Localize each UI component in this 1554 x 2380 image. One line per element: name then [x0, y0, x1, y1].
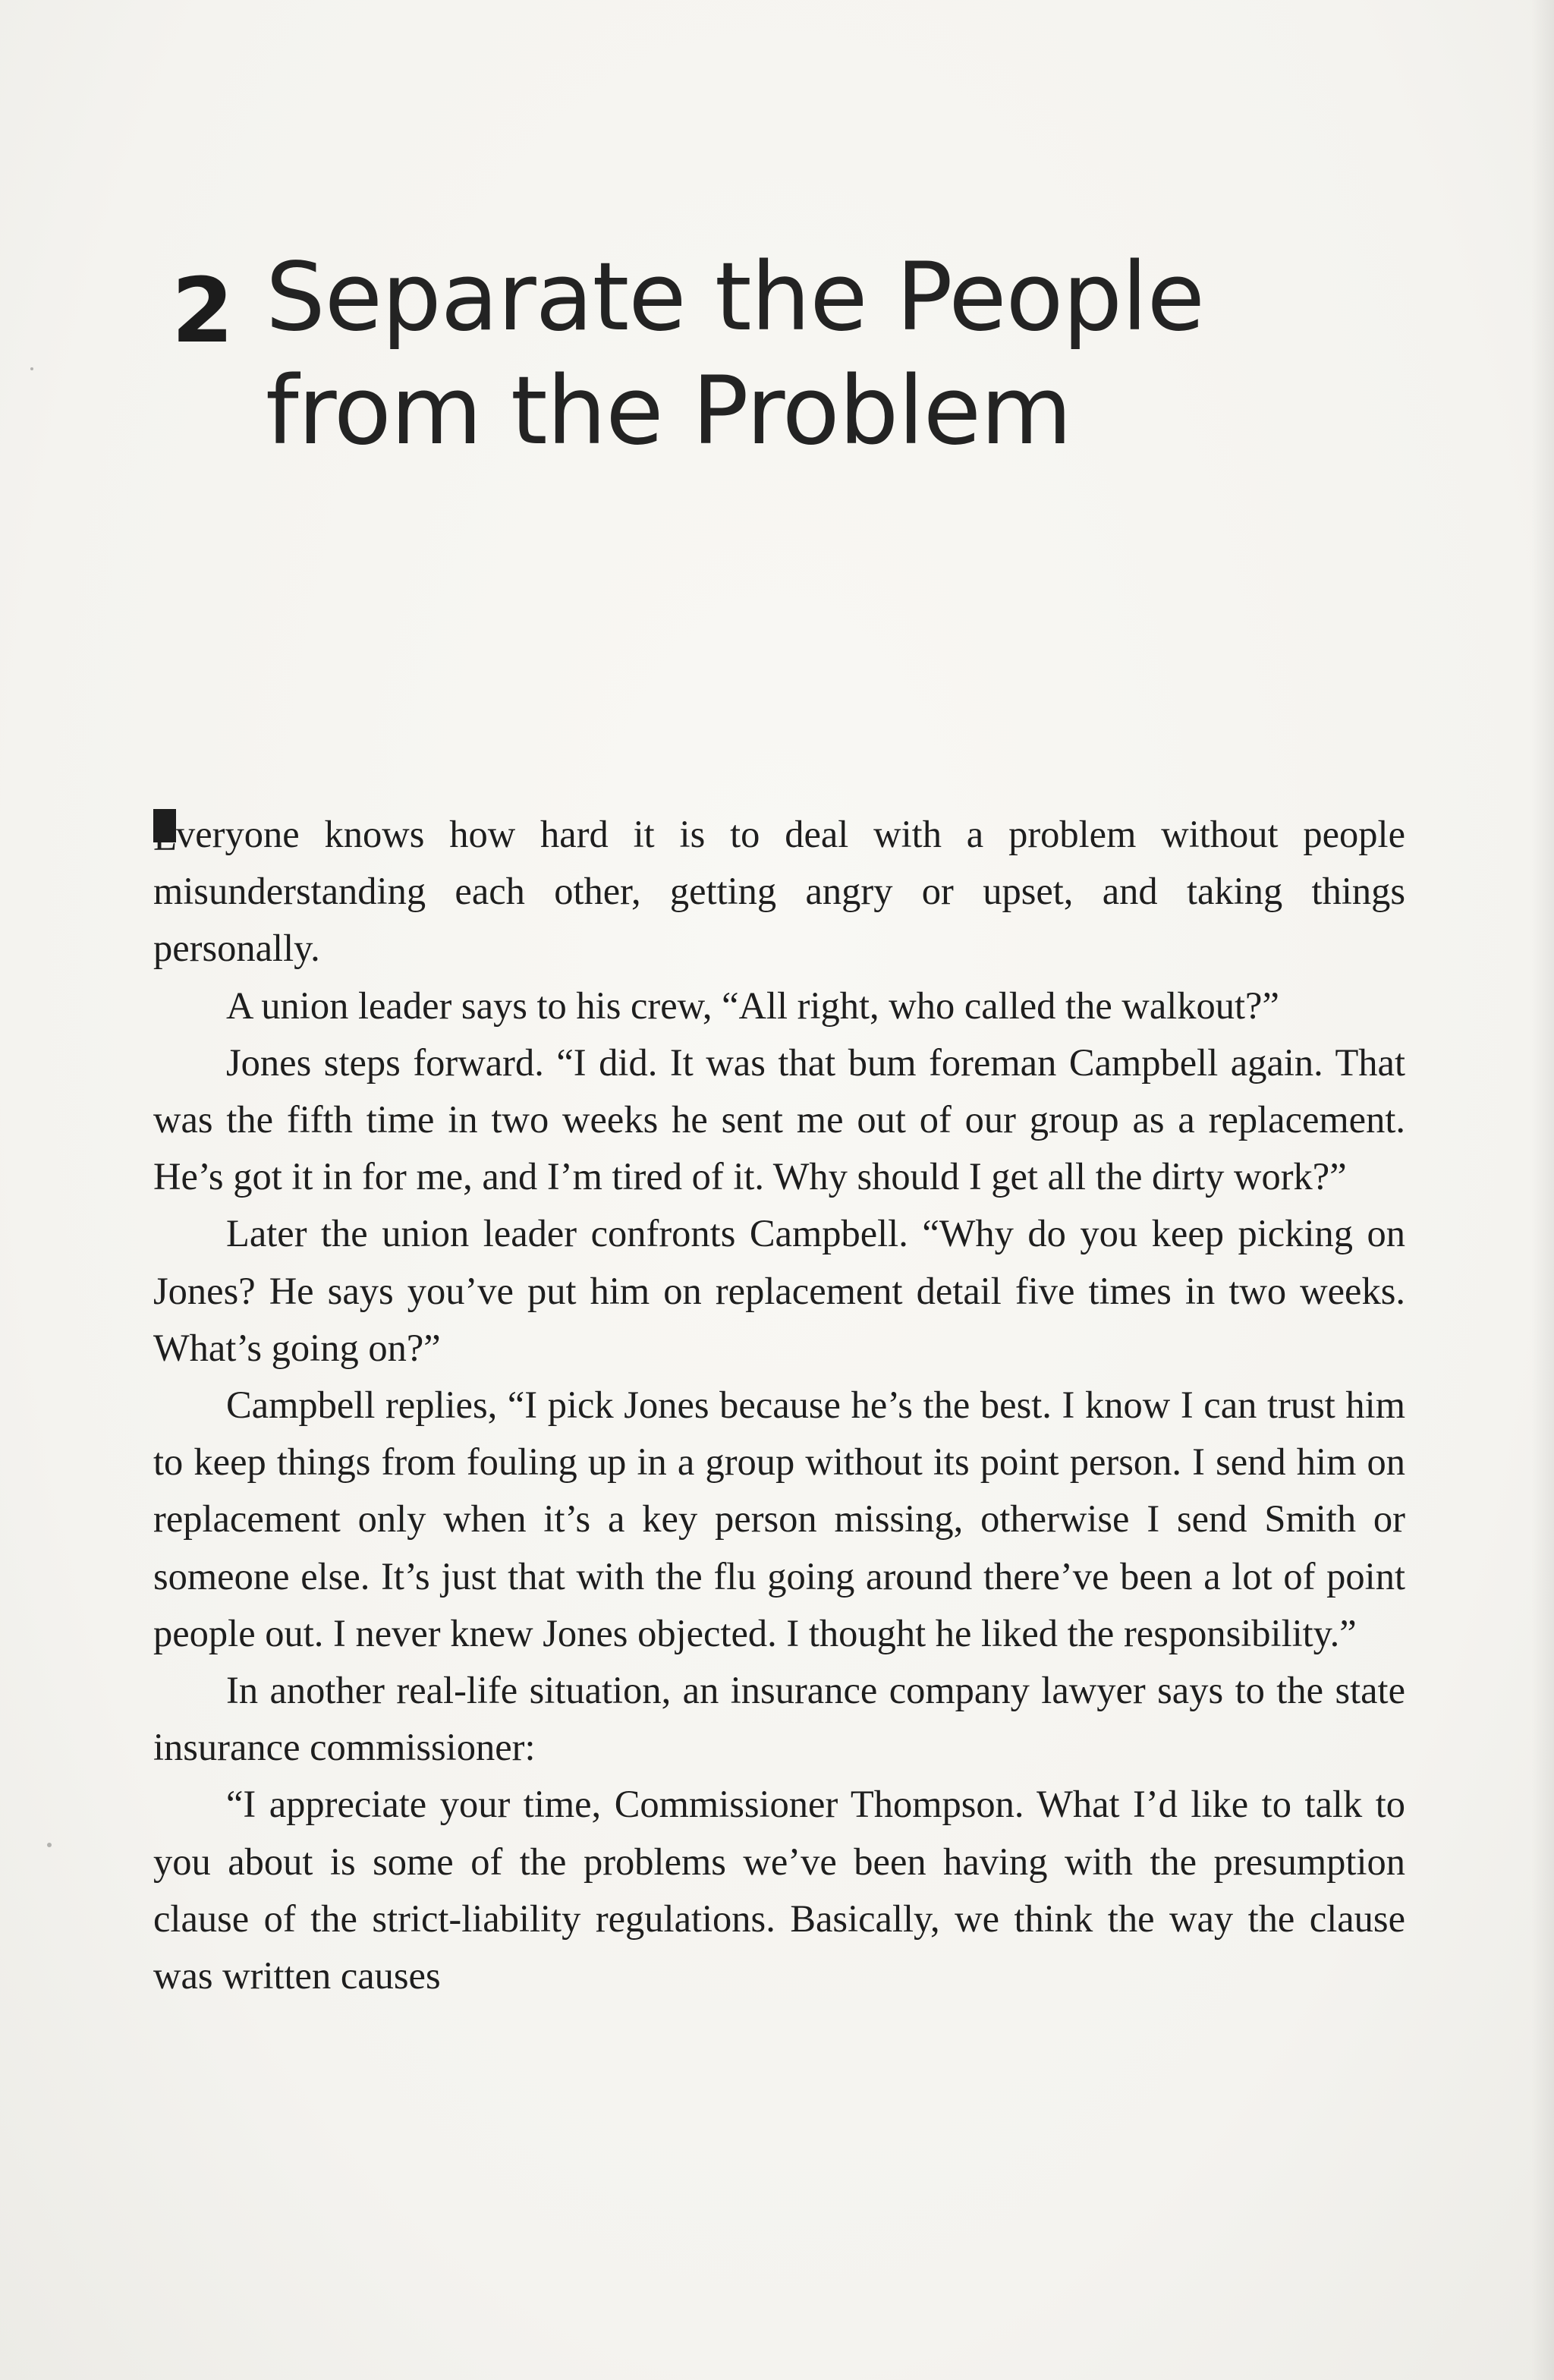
scan-speck [47, 1843, 52, 1847]
paragraph-5: Campbell replies, “I pick Jones because he’s the best. I know I can trust him to keep things from fouling up in a group without its point person. I send him on replacement only when it’s a key person missing, otherwise I send Smith or someone else. It’s just that with the flu going around there’ve been a lot of point people out. I never knew Jones objected. I thought he liked the responsibility.” [153, 1384, 1405, 1654]
paragraph-6: In another real-life situation, an insurance company lawyer says to the state insurance commissioner: [153, 1669, 1405, 1769]
chapter-title-line-2: from the Problem [266, 357, 1071, 466]
paragraph-2: A union leader says to his crew, “All right, who called the walkout?” [226, 984, 1279, 1027]
chapter-title-line-1: Separate the People [266, 243, 1204, 352]
paragraph-7: “I appreciate your time, Commissioner Thompson. What I’d like to talk to you about is some of the problems we’ve been having with the presumption clause of the strict-liability regulations. Basically, we think the way the clause was written causes [153, 1783, 1405, 1998]
drop-initial: E [153, 809, 176, 842]
paragraph-4: Later the union leader confronts Campbell. “Why do you keep picking on Jones? He says you’ve put him on replacement detail five times in two weeks. What’s going on?” [153, 1212, 1405, 1369]
paragraph-1-text: veryone knows how hard it is to deal with a problem without people misunderstanding each other, getting angry or upset, and taking things personally. [153, 813, 1405, 970]
paragraph-3: Jones steps forward. “I did. It was that bum foreman Campbell again. That was the fifth time in two weeks he sent me out of our group as a replacement. He’s got it in for me, and I’m tired of it. Why should I get all the dirty work?” [153, 1040, 1405, 1198]
page-edge-shadow [1531, 0, 1554, 2380]
scan-speck [30, 367, 33, 370]
paragraph-1 [153, 806, 1405, 978]
chapter-number: 2 [171, 258, 234, 363]
body-text [153, 806, 1405, 2004]
